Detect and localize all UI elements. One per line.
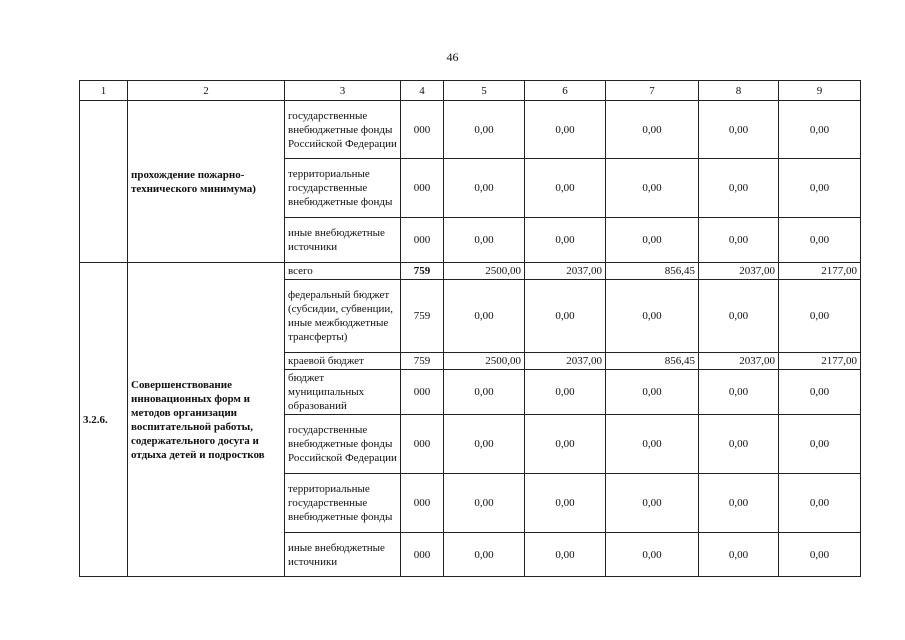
value-cell: 0,00 — [444, 101, 525, 159]
funding-source: всего — [285, 263, 401, 280]
table-row — [80, 101, 861, 159]
column-header: 6 — [525, 81, 606, 101]
value-cell: 0,00 — [699, 533, 779, 577]
value-cell: 0,00 — [525, 474, 606, 533]
code-cell: 000 — [401, 159, 444, 218]
value-cell: 0,00 — [699, 370, 779, 415]
column-header: 7 — [606, 81, 699, 101]
value-cell: 2037,00 — [699, 353, 779, 370]
value-cell: 0,00 — [606, 101, 699, 159]
funding-source: территориальные государственные внебюджетные фонды — [285, 474, 401, 533]
value-cell: 2037,00 — [525, 353, 606, 370]
value-cell: 0,00 — [606, 533, 699, 577]
code-cell: 000 — [401, 474, 444, 533]
value-cell: 0,00 — [699, 101, 779, 159]
funding-source: федеральный бюджет (субсидии, субвенции, иные межбюджетные трансферты) — [285, 280, 401, 353]
code-cell: 759 — [401, 280, 444, 353]
column-header: 9 — [779, 81, 861, 101]
code-cell: 000 — [401, 533, 444, 577]
value-cell: 0,00 — [699, 474, 779, 533]
measure-name-continued: прохождение пожарно-технического минимума) — [128, 101, 285, 263]
value-cell: 0,00 — [525, 218, 606, 263]
value-cell: 0,00 — [779, 218, 861, 263]
value-cell: 0,00 — [779, 474, 861, 533]
value-cell: 0,00 — [606, 159, 699, 218]
value-cell: 2177,00 — [779, 353, 861, 370]
value-cell: 0,00 — [525, 533, 606, 577]
code-cell: 759 — [401, 353, 444, 370]
table-row — [80, 263, 861, 280]
value-cell: 0,00 — [606, 415, 699, 474]
value-cell: 0,00 — [779, 533, 861, 577]
value-cell: 0,00 — [606, 370, 699, 415]
funding-source: иные внебюджетные источники — [285, 218, 401, 263]
budget-table — [79, 80, 861, 577]
column-header: 8 — [699, 81, 779, 101]
value-cell: 0,00 — [525, 370, 606, 415]
value-cell: 2500,00 — [444, 353, 525, 370]
value-cell: 0,00 — [606, 280, 699, 353]
value-cell: 0,00 — [444, 533, 525, 577]
code-cell: 000 — [401, 101, 444, 159]
page-number: 46 — [446, 50, 459, 64]
value-cell: 0,00 — [779, 159, 861, 218]
funding-source: государственные внебюджетные фонды Российской Федерации — [285, 415, 401, 474]
value-cell: 0,00 — [525, 415, 606, 474]
column-header: 3 — [285, 81, 401, 101]
index-cell-empty — [80, 101, 128, 263]
value-cell: 2037,00 — [699, 263, 779, 280]
code-cell: 000 — [401, 218, 444, 263]
value-cell: 0,00 — [525, 101, 606, 159]
value-cell: 0,00 — [606, 474, 699, 533]
value-cell: 0,00 — [444, 218, 525, 263]
value-cell: 0,00 — [444, 159, 525, 218]
value-cell: 0,00 — [444, 415, 525, 474]
value-cell: 0,00 — [444, 280, 525, 353]
value-cell: 0,00 — [525, 280, 606, 353]
funding-source: территориальные государственные внебюджетные фонды — [285, 159, 401, 218]
value-cell: 0,00 — [525, 159, 606, 218]
column-header: 5 — [444, 81, 525, 101]
value-cell: 0,00 — [699, 218, 779, 263]
value-cell: 0,00 — [779, 370, 861, 415]
value-cell: 0,00 — [779, 280, 861, 353]
column-header: 1 — [80, 81, 128, 101]
measure-name: Совершенствование инновационных форм и методов организации воспитательной работы, содержательного досуга и отдыха детей и подростков — [128, 263, 285, 577]
code-cell: 000 — [401, 370, 444, 415]
code-cell: 000 — [401, 415, 444, 474]
value-cell: 0,00 — [606, 218, 699, 263]
value-cell: 856,45 — [606, 263, 699, 280]
value-cell: 2500,00 — [444, 263, 525, 280]
value-cell: 0,00 — [699, 280, 779, 353]
funding-source: государственные внебюджетные фонды Российской Федерации — [285, 101, 401, 159]
code-cell: 759 — [401, 263, 444, 280]
value-cell: 0,00 — [699, 159, 779, 218]
value-cell: 0,00 — [444, 474, 525, 533]
funding-source: иные внебюджетные источники — [285, 533, 401, 577]
value-cell: 856,45 — [606, 353, 699, 370]
value-cell: 0,00 — [779, 101, 861, 159]
value-cell: 2177,00 — [779, 263, 861, 280]
column-header: 2 — [128, 81, 285, 101]
value-cell: 0,00 — [779, 415, 861, 474]
funding-source: краевой бюджет — [285, 353, 401, 370]
measure-index: 3.2.6. — [80, 263, 128, 577]
value-cell: 2037,00 — [525, 263, 606, 280]
column-header: 4 — [401, 81, 444, 101]
value-cell: 0,00 — [444, 370, 525, 415]
value-cell: 0,00 — [699, 415, 779, 474]
funding-source: бюджет муниципальных образований — [285, 370, 401, 415]
header-row — [80, 81, 861, 101]
